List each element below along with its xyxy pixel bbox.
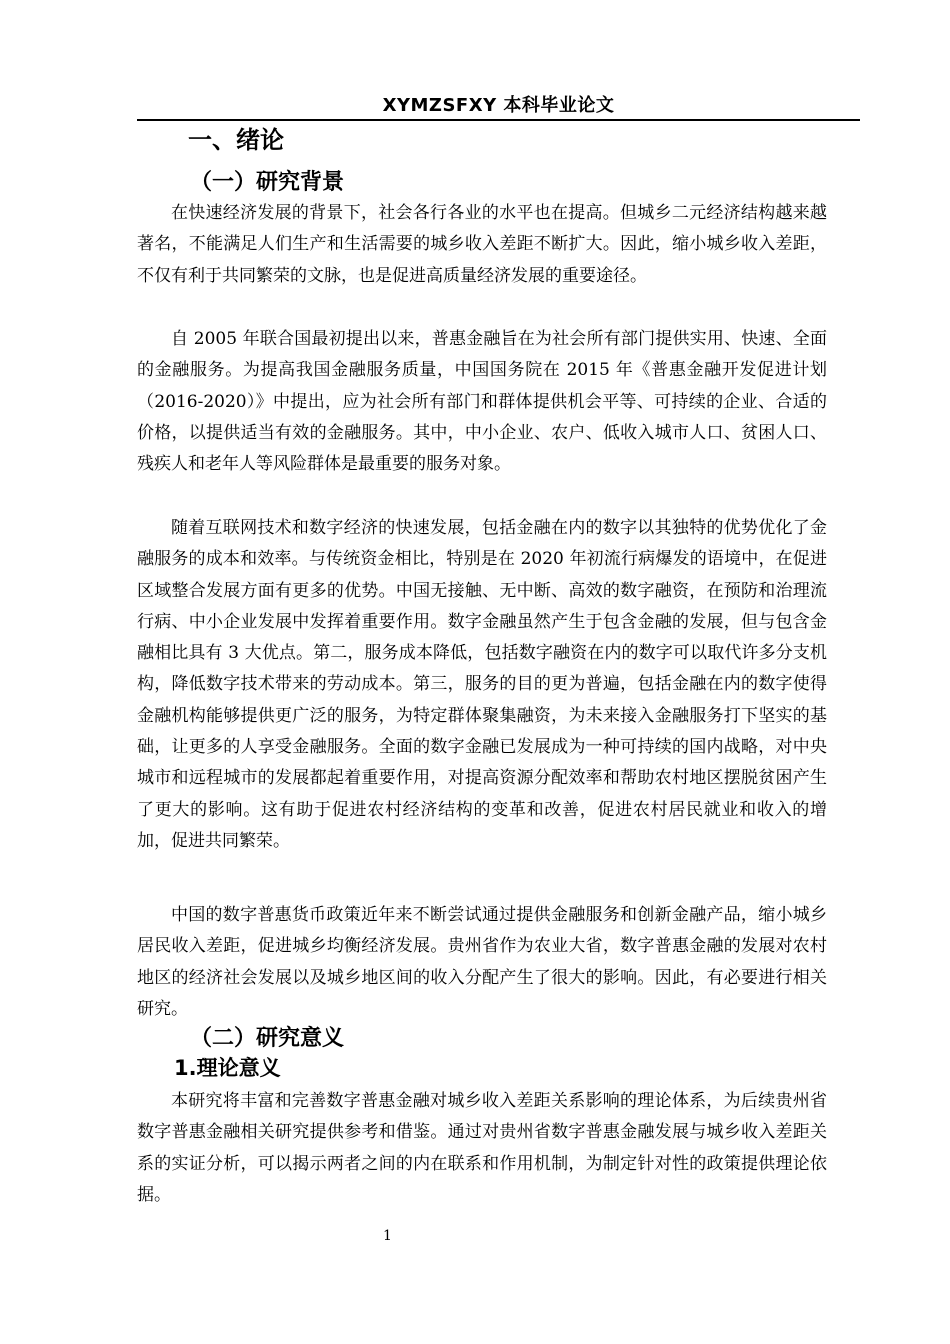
paragraph: 本研究将丰富和完善数字普惠金融对城乡收入差距关系影响的理论体系，为后续贵州省数字普惠金融相关研究提供参考和借鉴。通过对贵州省数字普惠金融发展与城乡收入差距关系的实证分析，可以揭示两者之间的内在联系和作用机制，为制定针对性的政策提供理论依据。 <box>137 1091 827 1205</box>
running-header-title: XYMZSFXY 本科毕业论文 <box>382 95 615 116</box>
page-number: 1 <box>383 1228 392 1244</box>
paragraph: 随着互联网技术和数字经济的快速发展，包括金融在内的数字以其独特的优势优化了金融服务的成本和效率。与传统资金相比，特别是在 2020 年初流行病爆发的语境中，在促进区域整合发展方面有更多的优势。中国无接触、无中断、高效的数字融资，在预防和治理流行病、中小企业发展中发挥着重要作用。数字金融虽然产生于包含金融的发展，但与包含金融相比具有 3 大优点。第二，服务成本降低，包括数字融资在内的数字可以取代许多分支机构，降低数字技术带来的劳动成本。第三，服务的目的更为普遍，包括金融在内的数字使得金融机构能够提供更广泛的服务，为特定群体聚集融资，为未来接入金融服务打下坚实的基础，让更多的人享受金融服务。全面的数字金融已发展成为一种可持续的国内战略，对中央城市和远程城市的发展都起着重要作用，对提高资源分配效率和帮助农村地区摆脱贫困产生了更大的影响。这有助于促进农村经济结构的变革和改善，促进农村居民就业和收入的增加，促进共同繁荣。 <box>137 518 827 851</box>
paragraph: 在快速经济发展的背景下，社会各行各业的水平也在提高。但城乡二元经济结构越来越著名，不能满足人们生产和生活需要的城乡收入差距不断扩大。因此，缩小城乡收入差距，不仅有利于共同繁荣的文脉，也是促进高质量经济发展的重要途径。 <box>137 203 827 286</box>
paragraph: 自 2005 年联合国最初提出以来，普惠金融旨在为社会所有部门提供实用、快速、全面的金融服务。为提高我国金融服务质量，中国国务院在 2015 年《普惠金融开发促进计划（2016-2020）》中提出，应为社会所有部门和群体提供机会平等、可持续的企业、合适的价格，以提供适当有效的金融服务。其中，中小企业、农户、低收入城市人口、贫困人口、残疾人和老年人等风险群体是最重要的服务对象。 <box>137 329 827 475</box>
running-header <box>137 93 860 121</box>
section-heading-research-background: （一）研究背景 <box>190 170 345 195</box>
subsection-heading-theoretical-significance: 1.理论意义 <box>174 1056 281 1080</box>
chapter-title: 一、绪论 <box>188 126 284 154</box>
section-heading-research-significance: （二）研究意义 <box>190 1026 345 1051</box>
paragraph: 中国的数字普惠货币政策近年来不断尝试通过提供金融服务和创新金融产品，缩小城乡居民收入差距，促进城乡均衡经济发展。贵州省作为农业大省，数字普惠金融的发展对农村地区的经济社会发展以及城乡地区间的收入分配产生了很大的影响。因此，有必要进行相关研究。 <box>137 905 827 1019</box>
